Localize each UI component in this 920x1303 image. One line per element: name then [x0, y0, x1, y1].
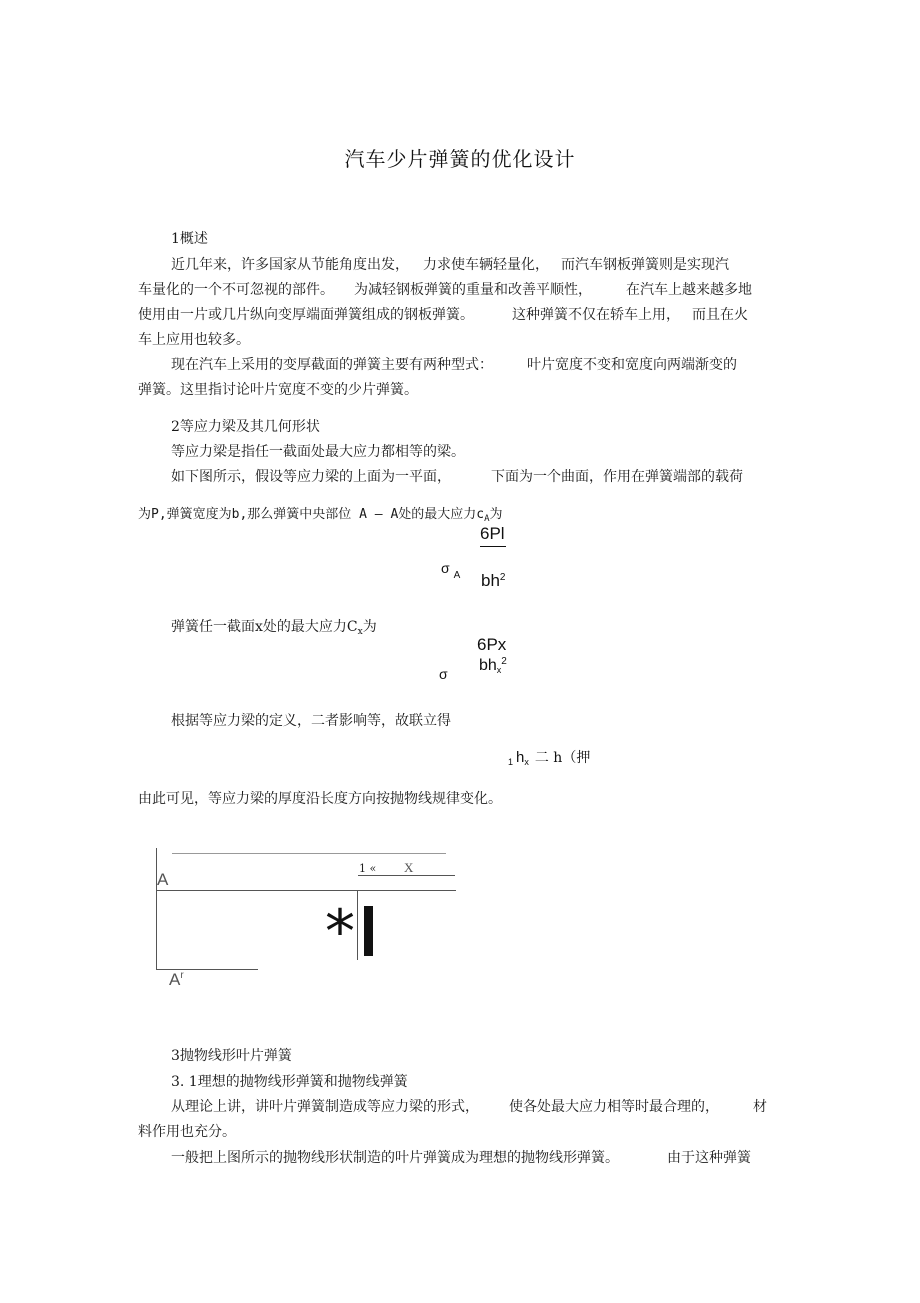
- section-2-p4: 根据等应力梁的定义，二者影响等，故联立得: [171, 713, 451, 729]
- document-title: 汽车少片弹簧的优化设计: [344, 147, 576, 171]
- subscript: A: [453, 570, 461, 581]
- formula-1-denominator: [481, 571, 505, 591]
- text-span: 如下图所示，假设等应力梁的上面为一平面，: [171, 469, 451, 485]
- section-1-p2-line2: 弹簧。这里指讨论叶片宽度不变的少片弹簧。: [138, 382, 418, 398]
- text-span: 为P,弹簧宽度为b,那么弹簧中央部位 A — A处的最大应力c: [138, 507, 485, 522]
- text-span: 从理论上讲，讲叶片弹簧制造成等应力梁的形式，: [171, 1099, 479, 1115]
- figure-vertical-axis: [156, 848, 157, 970]
- formula-1-underline: [480, 546, 506, 547]
- section-1-p1-line3: [138, 306, 748, 324]
- text-span: 这种弹簧不仅在轿车上用，: [512, 307, 680, 323]
- text-span: 而汽车钢板弹簧则是实现汽: [561, 257, 729, 273]
- section-3-1-heading: 3. 1理想的抛物线形弹簧和抛物线弹簧: [171, 1074, 408, 1090]
- section-3-heading: 3抛物线形叶片弹簧: [171, 1048, 292, 1064]
- text-span: 而且在火: [692, 307, 748, 323]
- text-span: 使用由一片或几片纵向变厚端面弹簧组成的钢板弹簧。: [138, 307, 474, 323]
- text-span: bh: [479, 657, 497, 674]
- superscript: r: [180, 970, 184, 981]
- figure-label-x: X: [404, 860, 414, 875]
- text-span: 现在汽车上采用的变厚截面的弹簧主要有两种型式：: [171, 357, 493, 373]
- sigma-symbol: σ: [441, 560, 450, 576]
- text-span: 下面为一个曲面，作用在弹簧端部的载荷: [491, 469, 743, 485]
- text-span: 叶片宽度不变和宽度向两端渐变的: [527, 357, 737, 373]
- subscript: x: [357, 627, 363, 637]
- text-span: 使各处最大应力相等时最合理的，: [509, 1099, 719, 1115]
- text-span: 材: [753, 1099, 767, 1115]
- text-span: A: [169, 970, 181, 989]
- text-span: 弹簧任一截面x处的最大应力C: [171, 619, 358, 635]
- text-span: h: [516, 749, 525, 766]
- figure-thick-bar: [364, 906, 373, 956]
- subscript: x: [496, 665, 502, 675]
- formula-2-denominator: [479, 656, 507, 675]
- subscript: x: [524, 757, 529, 767]
- figure-section-line: [357, 890, 358, 960]
- section-2-p2-line2: [138, 506, 503, 528]
- figure-top-line: [172, 853, 446, 854]
- figure-label-a-bottom: [169, 970, 184, 990]
- figure-label-l: 1 «: [359, 862, 377, 875]
- formula-1-sigma: [441, 560, 460, 581]
- text-span: 在汽车上越来越多地: [626, 282, 752, 298]
- superscript: 2: [499, 572, 506, 583]
- formula-3: [508, 747, 590, 767]
- figure-label-a-top: A: [157, 870, 169, 889]
- text-span: 为减轻钢板弹簧的重量和改善平顺性，: [354, 282, 592, 298]
- section-1-p1-line1: [171, 256, 729, 274]
- text-span: 力求使车辆轻量化，: [423, 257, 549, 273]
- superscript: 2: [501, 656, 507, 667]
- formula-1-numerator: 6Pl: [480, 524, 505, 543]
- section-3-p1-line1: [171, 1098, 767, 1116]
- formula-2-numerator: 6Px: [477, 635, 507, 654]
- section-1-p2-line1: [171, 356, 737, 374]
- section-2-p1: 等应力梁是指任一截面处最大应力都相等的梁。: [171, 444, 465, 460]
- section-2-p3: [171, 618, 377, 641]
- section-1-p1-line4: 车上应用也较多。: [138, 332, 250, 348]
- section-2-p5: 由此可见，等应力梁的厚度沿长度方向按抛物线规律变化。: [138, 791, 502, 807]
- figure-star-mark: *: [325, 897, 355, 967]
- section-3-p2-line1: [171, 1149, 751, 1167]
- formula-2-sigma: σ: [439, 666, 448, 682]
- subscript: A: [484, 514, 490, 524]
- figure-beam-top: [156, 890, 456, 891]
- text-span: 车量化的一个不可忽视的部件。: [138, 282, 334, 298]
- text-span: 二 h（押: [534, 750, 591, 766]
- text-span: 为: [362, 619, 377, 635]
- section-1-heading: 1概述: [171, 231, 208, 247]
- section-2-heading: 2等应力梁及其几何形状: [171, 419, 320, 435]
- section-3-p1-line2: 料作用也充分。: [138, 1124, 236, 1140]
- section-1-p1-line2: [138, 281, 752, 299]
- subscript: 1: [508, 757, 514, 767]
- text-span: bh: [481, 571, 500, 590]
- section-2-p2-line1: [171, 468, 743, 486]
- text-span: 近几年来，许多国家从节能角度出发，: [171, 257, 409, 273]
- text-span: 为: [489, 507, 503, 522]
- text-span: 由于这种弹簧: [667, 1150, 751, 1166]
- text-span: 一般把上图所示的抛物线形状制造的叶片弹簧成为理想的抛物线形弹簧。: [171, 1150, 619, 1166]
